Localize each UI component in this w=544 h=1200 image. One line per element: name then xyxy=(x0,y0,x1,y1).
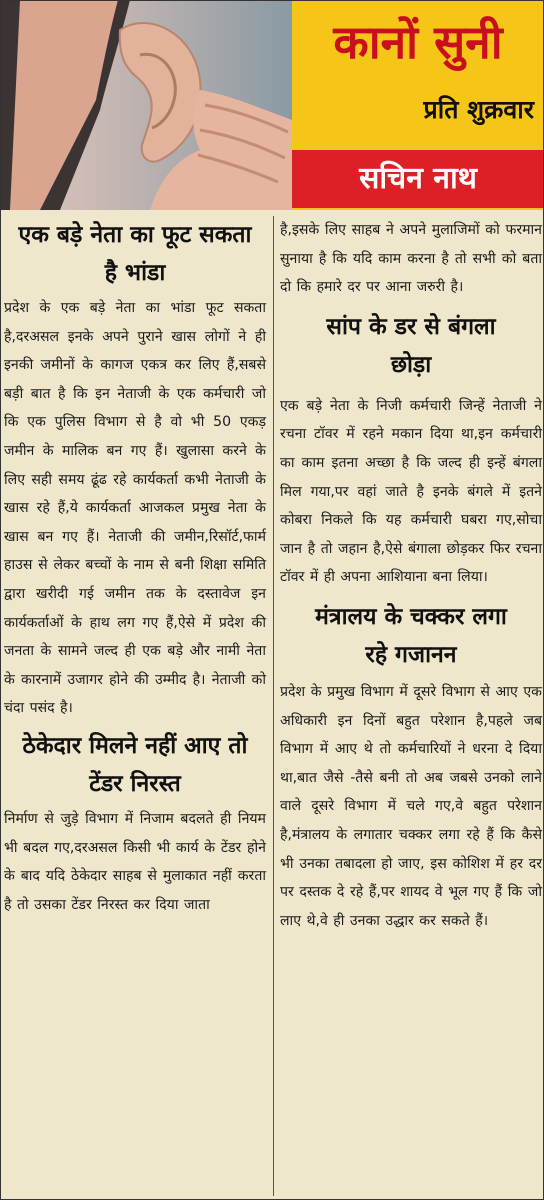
article-body: एक बड़े नेता के निजी कर्मचारी जिन्हें नेताजी ने रचना टॉवर में रहने मकान दिया था,इन कर्मचारी का काम इतना अच्छा है कि जल्द ही इन्हें बंगला मिल गया,पर वहां जाते है इनके बंगले में इतने कोबरा निकले कि यह कर्मचारी घबरा गए,सोचा जान है तो जहान है,ऐसे बंगाला छोड़कर फिर रचना टॉवर में ही अपना आशियाना बना लिया। xyxy=(280,397,542,586)
column-divider xyxy=(273,216,274,1196)
ear-listening-photo xyxy=(0,0,292,210)
column-frequency: प्रति शुक्रवार xyxy=(423,95,534,124)
article-body-continued: है,इसके लिए साहब ने अपने मुलाजिमों को फरमान सुनाया है कि यदि काम करना है तो सभी को बता दो कि हमारे दर पर आना जरुरी है। xyxy=(280,222,542,296)
article-heading: एक बड़े नेता का फूट सकता है भांडा xyxy=(18,222,252,286)
article-heading: मंत्रालय के चक्कर लगा रहे गजानन xyxy=(315,603,507,668)
author-byline: सचिन नाथ xyxy=(292,150,544,208)
article-body: निर्माण से जुड़े विभाग में निजाम बदलते ही नियम भी बदल गए,दरअसल किसी भी कार्य के टेंडर होने के बाद यदि ठेकेदार साहब से मुलाकात नहीं करता है तो उसका टेंडर निरस्त कर दिया जाता xyxy=(4,810,266,913)
article-heading: सांप के डर से बंगला छोड़ा xyxy=(326,313,496,378)
article-heading: ठेकेदार मिलने नहीं आए तो टेंडर निरस्त xyxy=(22,732,248,797)
article-body: प्रदेश के प्रमुख विभाग में दूसरे विभाग से आए एक अधिकारी इन दिनों बहुत परेशान है,पहले जब विभाग में आए थे तो कर्मचारियों ने धरना दे दिया था,बात जैसे -तैसे बनी तो अब जबसे उनको लाने वाले दूसरे विभाग में चले गए,वे बहुत परेशान है,मंत्रालय के लगातार चक्कर लगा रहे हैं कि कैसे भी उनका तबादला हो जाए, इस कोशिश में हर दर पर दस्तक दे रहे हैं,पर शायद वे भूल गए हैं कि जो लाए थे,वे ही उनका उद्धार कर सकते हैं। xyxy=(280,683,542,929)
left-column xyxy=(4,216,266,919)
article-body: प्रदेश के एक बड़े नेता का भांडा फूट सकता है,दरअसल इनके अपने पुराने खास लोगों ने ही इनकी जमीनों के कागज एकत्र कर लिए हैं,सबसे बड़ी बात है कि इन नेताजी के एक कर्मचारी जो कि एक पुलिस विभाग से है वो भी 50 एकड़ जमीन के मालिक बन गए हैं। खुलासा करने के लिए सही समय ढूंढ रहे कार्यकर्ता कभी नेताजी के खास रहे हैं,ये कार्यकर्ता आजकल प्रमुख नेता के खास बन गए हैं। नेताजी की जमीन,रिसॉर्ट,फार्म हाउस से लेकर बच्चों के नाम से बनी शिक्षा समिति द्वारा खरीदी गई जमीन तक के दस्तावेज इन कार्यकर्ताओं के हाथ लग गए हैं,ऐसे में प्रदेश की जनता के सामने जल्द ही एक बड़े और नामी नेता के कारनामें उजागर होने की उम्मीद है। नेताजी को चंदा पसंद है। xyxy=(4,300,266,717)
column-masthead xyxy=(292,0,544,210)
right-column xyxy=(280,216,542,935)
column-title: कानों सुनी xyxy=(333,15,503,69)
